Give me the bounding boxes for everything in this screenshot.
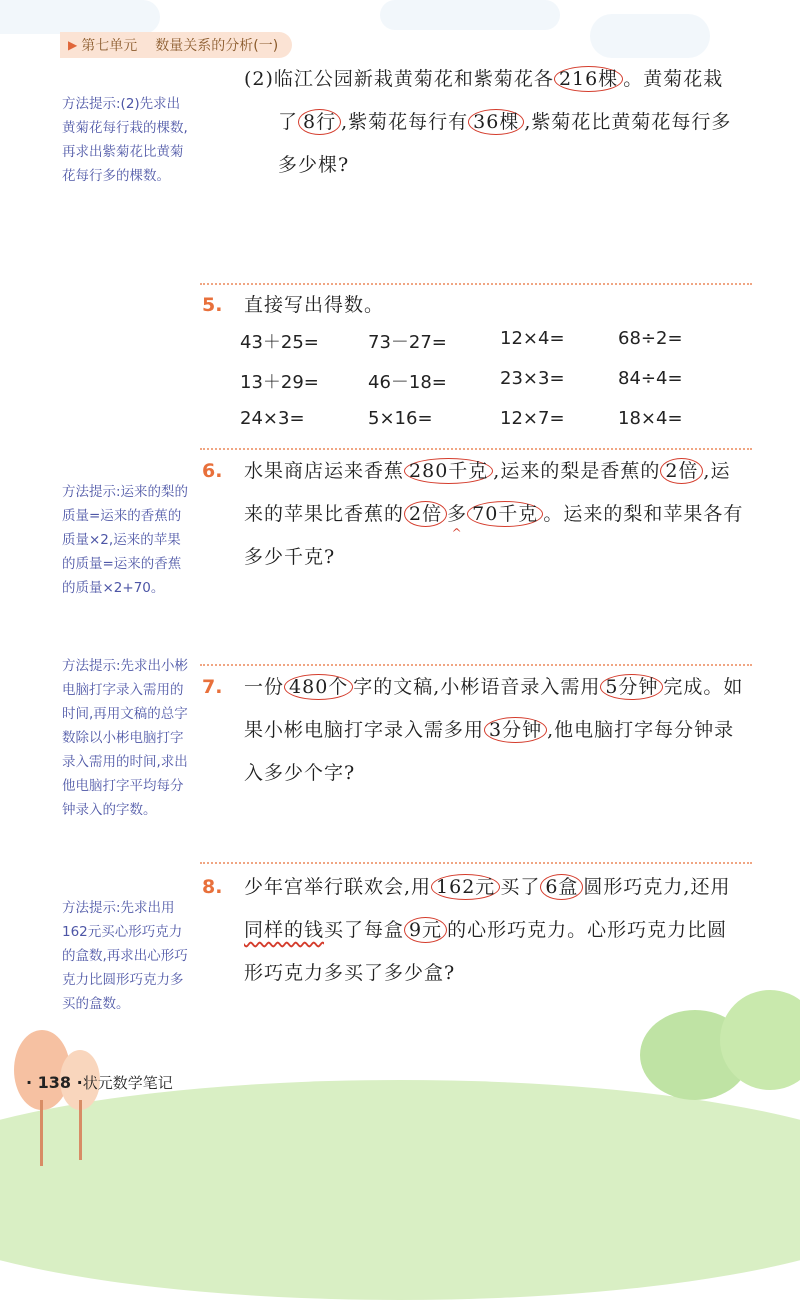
divider	[200, 862, 752, 864]
triangle-icon: ▶	[68, 38, 78, 52]
calc-item: 18×4=	[618, 408, 683, 429]
q8-line1: 少年宫举行联欢会,用 162元 买了 6盒 圆形巧克力,还用	[244, 876, 731, 898]
unit-label: 第七单元	[81, 38, 138, 54]
question-8-number: 8.	[202, 876, 223, 898]
cloud-decoration	[380, 0, 560, 30]
calc-item: 68÷2=	[618, 328, 683, 349]
question-5-title: 直接写出得数。	[244, 294, 385, 316]
question-7	[244, 666, 764, 795]
q8-line2: 同样的钱买了每盒 9元 的心形巧克力。心形巧克力比圆	[244, 919, 728, 941]
question-6-number: 6.	[202, 460, 223, 482]
calc-item: 46－18=	[368, 372, 447, 393]
calc-item: 13＋29=	[240, 372, 319, 393]
question-4-part2	[244, 58, 764, 187]
tree-trunk-decoration	[40, 1100, 43, 1166]
q6-line2: 来的苹果比香蕉的 2倍 多 ^ 70千克 。运来的梨和苹果各有	[244, 493, 764, 536]
cloud-decoration	[590, 14, 710, 58]
q7-line1: 一份 480个 字的文稿,小彬语音录入需用 5分钟 完成。如	[244, 676, 744, 698]
page-number: · 138 ·	[26, 1073, 83, 1092]
question-6	[244, 450, 764, 579]
tree-trunk-decoration	[79, 1100, 82, 1160]
q7-line3: 入多少个字?	[244, 762, 356, 784]
unit-title: 数量关系的分析(一)	[155, 38, 279, 54]
method-tip-q7: 方法提示:先求出小彬电脑打字录入需用的时间,再用文稿的总字数除以小彬电脑打字录入需用的时间,求出他电脑打字平均每分钟录入的字数。	[62, 658, 189, 818]
calc-item: 73－27=	[368, 332, 447, 353]
q8-line3: 形巧克力多买了多少盒?	[244, 962, 456, 984]
q4-line1: (2)临江公园新栽黄菊花和紫菊花各 216棵 。黄菊花栽	[244, 68, 724, 90]
method-tip-q6: 方法提示:运来的梨的质量=运来的香蕉的质量×2,运来的苹果的质量=运来的香蕉的质量×2+70。	[62, 484, 189, 596]
page-footer	[26, 1072, 173, 1093]
q7-line2: 果小彬电脑打字录入需多用 3分钟 ,他电脑打字每分钟录	[244, 719, 735, 741]
calc-item: 24×3=	[240, 408, 305, 429]
question-5-number: 5.	[202, 294, 223, 316]
q6-line3: 多少千克?	[244, 546, 336, 568]
calc-item: 5×16=	[368, 408, 433, 429]
calc-item: 12×4=	[500, 328, 565, 349]
method-tip-q4: 方法提示:(2)先求出黄菊花每行栽的棵数,再求出紫菊花比黄菊花每行多的棵数。	[62, 96, 188, 184]
question-8	[244, 866, 764, 995]
unit-header	[60, 32, 292, 58]
calc-item: 23×3=	[500, 368, 565, 389]
cloud-decoration	[0, 0, 160, 34]
calc-item: 43＋25=	[240, 332, 319, 353]
q6-line1: 水果商店运来香蕉 280千克 ,运来的梨是香蕉的 2倍 ,运	[244, 460, 731, 482]
method-tip-q8: 方法提示:先求出用162元买心形巧克力的盒数,再求出心形巧克力比圆形巧克力多买的盒数。	[62, 900, 188, 1012]
calc-item: 12×7=	[500, 408, 565, 429]
calc-grid	[240, 328, 710, 430]
calc-item: 84÷4=	[618, 368, 683, 389]
question-7-number: 7.	[202, 676, 223, 698]
q4-line3: 多少棵?	[278, 154, 350, 176]
q4-line2: 了 8行 ,紫菊花每行有 36棵 ,紫菊花比黄菊花每行多	[278, 111, 732, 133]
book-title: 状元数学笔记	[82, 1074, 173, 1092]
hill-decoration	[0, 1080, 800, 1300]
